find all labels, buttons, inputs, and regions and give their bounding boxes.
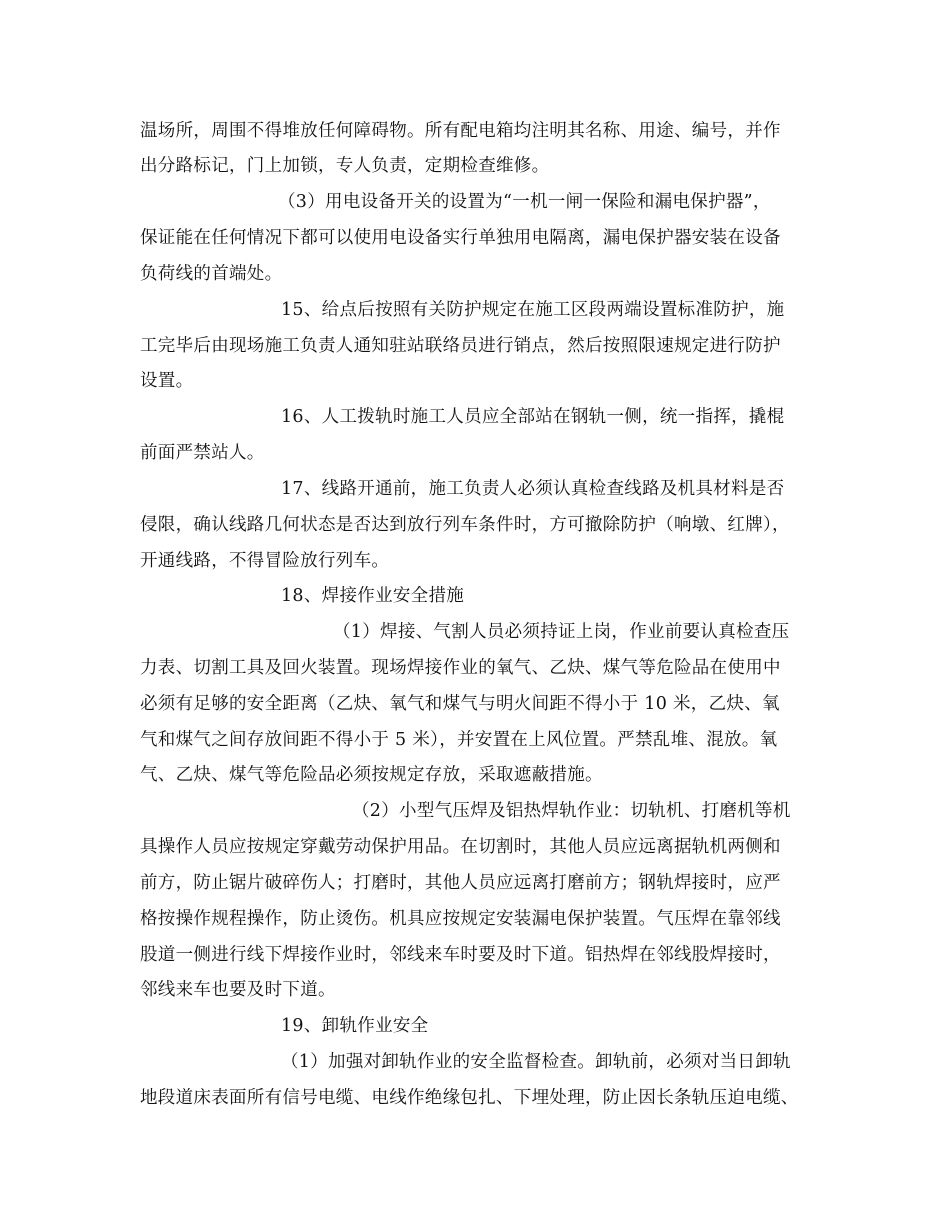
text-line: 开通线路，不得冒险放行列车。 [140, 551, 390, 571]
text-line: （1）焊接、气割人员必须持证上岗，作业前要认真检查压 [333, 622, 790, 642]
text-line: 气、乙炔、煤气等危险品必须按规定存放，采取遮蔽措施。 [140, 765, 603, 785]
text-line: （1）加强对卸轨作业的安全监督检查。卸轨前，必须对当日卸轨 [281, 1052, 791, 1072]
text-line: 负荷线的首端处。 [140, 264, 283, 284]
text-line: 前面严禁站人。 [140, 443, 265, 463]
text-line: 力表、切割工具及回火装置。现场焊接作业的氧气、乙炔、煤气等危险品在使用中 [140, 658, 781, 678]
text-line: 16、人工拨轨时施工人员应全部站在钢轨一侧，统一指挥，撬棍 [281, 407, 785, 427]
text-line: 15、给点后按照有关防护规定在施工区段两端设置标准防护，施 [281, 300, 785, 320]
text-line: 设置。 [140, 371, 194, 391]
text-line: 侵限，确认线路几何状态是否达到放行列车条件时，方可撤除防护（响墩、红牌）， [140, 515, 790, 535]
text-line: 工完毕后由现场施工负责人通知驻站联络员进行销点，然后按照限速规定进行防护 [140, 336, 781, 356]
text-line: 温场所，周围不得堆放任何障碍物。所有配电箱均注明其名称、用途、编号，并作 [140, 121, 781, 141]
text-line: 17、线路开通前，施工负责人必须认真检查线路及机具材料是否 [281, 479, 785, 499]
text-line: 保证能在任何情况下都可以使用电设备实行单独用电隔离，漏电保护器安装在设备 [140, 228, 781, 248]
text-line: 出分路标记，门上加锁，专人负责，定期检查维修。 [140, 156, 550, 176]
text-line: （3）用电设备开关的设置为“一机一闸一保险和漏电保护器”， [278, 192, 771, 212]
text-line: 必须有足够的安全距离（乙炔、氧气和煤气与明火间距不得小于 10 米，乙炔、氧 [140, 694, 780, 714]
text-line: 邻线来车也要及时下道。 [140, 980, 336, 1000]
text-line: （2）小型气压焊及铝热焊轨作业：切轨机、打磨机等机 [352, 801, 791, 821]
text-line: 具操作人员应按规定穿戴劳动保护用品。在切割时，其他人员应远离据轨机两侧和 [140, 837, 781, 857]
text-line: 股道一侧进行线下焊接作业时，邻线来车时要及时下道。铝热焊在邻线股焊接时， [140, 945, 781, 965]
text-line: 前方，防止锯片破碎伤人；打磨时，其他人员应远离打磨前方；钢轨焊接时，应严 [140, 873, 781, 893]
text-line: 气和煤气之间存放间距不得小于 5 米），并安置在上风位置。严禁乱堆、混放。氧 [140, 730, 778, 750]
text-line: 格按操作规程操作，防止烫伤。机具应按规定安装漏电保护装置。气压焊在靠邻线 [140, 909, 781, 929]
text-line: 19、卸轨作业安全 [281, 1016, 429, 1036]
text-line: 18、焊接作业安全措施 [281, 586, 465, 606]
text-line: 地段道床表面所有信号电缆、电线作绝缘包扎、下埋处理，防止因长条轨压迫电缆、 [140, 1088, 799, 1108]
